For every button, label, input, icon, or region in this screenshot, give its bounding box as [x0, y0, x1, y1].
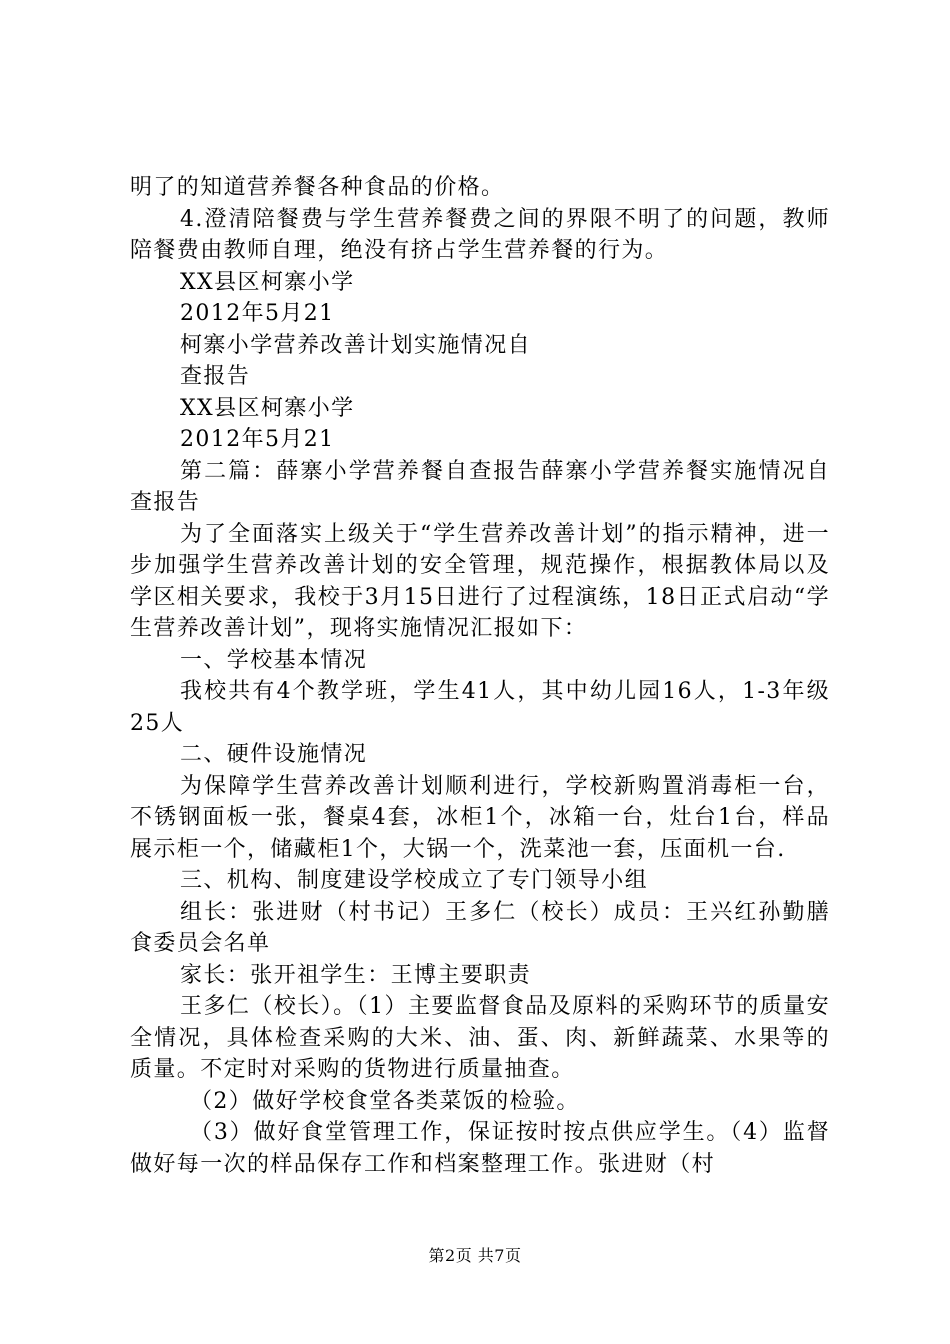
section-heading: 第二篇：薛寨小学营养餐自查报告薛寨小学营养餐实施情况自查报告	[130, 458, 830, 515]
paragraph: 柯寨小学营养改善计划实施情况自	[180, 332, 532, 358]
section-heading: 三、机构、制度建设学校成立了专门领导小组	[180, 868, 649, 893]
paragraph: 为了全面落实上级关于“学生营养改善计划”的指示精神，进一步加强学生营养改善计划的安全管理，规范操作，根据教体局以及学区相关要求，我校于3月15日进行了过程演练，18日正式启动“学生营养改善计划”，现将实施情况汇报如下：	[130, 521, 830, 641]
paragraph: 4.澄清陪餐费与学生营养餐费之间的界限不明了的问题，教师陪餐费由教师自理，绝没有挤占学生营养餐的行为。	[130, 206, 830, 263]
paragraph: XX县区柯寨小学	[180, 269, 355, 295]
page-number-footer: 第2页 共7页	[428, 1246, 522, 1265]
paragraph: （3）做好食堂管理工作，保证按时按点供应学生。（4）监督做好每一次的样品保存工作和档案整理工作。张进财（村	[130, 1120, 830, 1177]
section-heading: 二、硬件设施情况	[180, 742, 368, 767]
paragraph: 家长：张开祖学生：王博主要职责	[180, 962, 532, 988]
paragraph: 组长：张进财（村书记）王多仁（校长）成员：王兴红孙勤膳食委员会名单	[130, 899, 830, 956]
paragraph: XX县区柯寨小学	[180, 395, 355, 421]
section-heading: 一、学校基本情况	[180, 647, 368, 673]
paragraph: 王多仁（校长）。（1）主要监督食品及原料的采购环节的质量安全情况，具体检查采购的大米、油、蛋、肉、新鲜蔬菜、水果等的质量。不定时对采购的货物进行质量抽查。	[130, 994, 830, 1082]
paragraph: 查报告	[180, 364, 251, 389]
paragraph: （2）做好学校食堂各类菜饭的检验。	[190, 1088, 580, 1114]
paragraph: 为保障学生营养改善计划顺利进行，学校新购置消毒柜一台，不锈钢面板一张，餐桌4套，冰柜1个，冰箱一台，灶台1台，样品展示柜一个，储藏柜1个，大锅一个，洗菜池一套，压面机一台.	[130, 773, 830, 862]
paragraph: 2012年5月21	[180, 427, 335, 452]
paragraph: 我校共有4个教学班，学生41人，其中幼儿园16人，1-3年级25人	[130, 679, 830, 736]
paragraph: 2012年5月21	[180, 301, 335, 326]
paragraph: 明了的知道营养餐各种食品的价格。	[130, 175, 505, 200]
document-body	[130, 172, 830, 1180]
